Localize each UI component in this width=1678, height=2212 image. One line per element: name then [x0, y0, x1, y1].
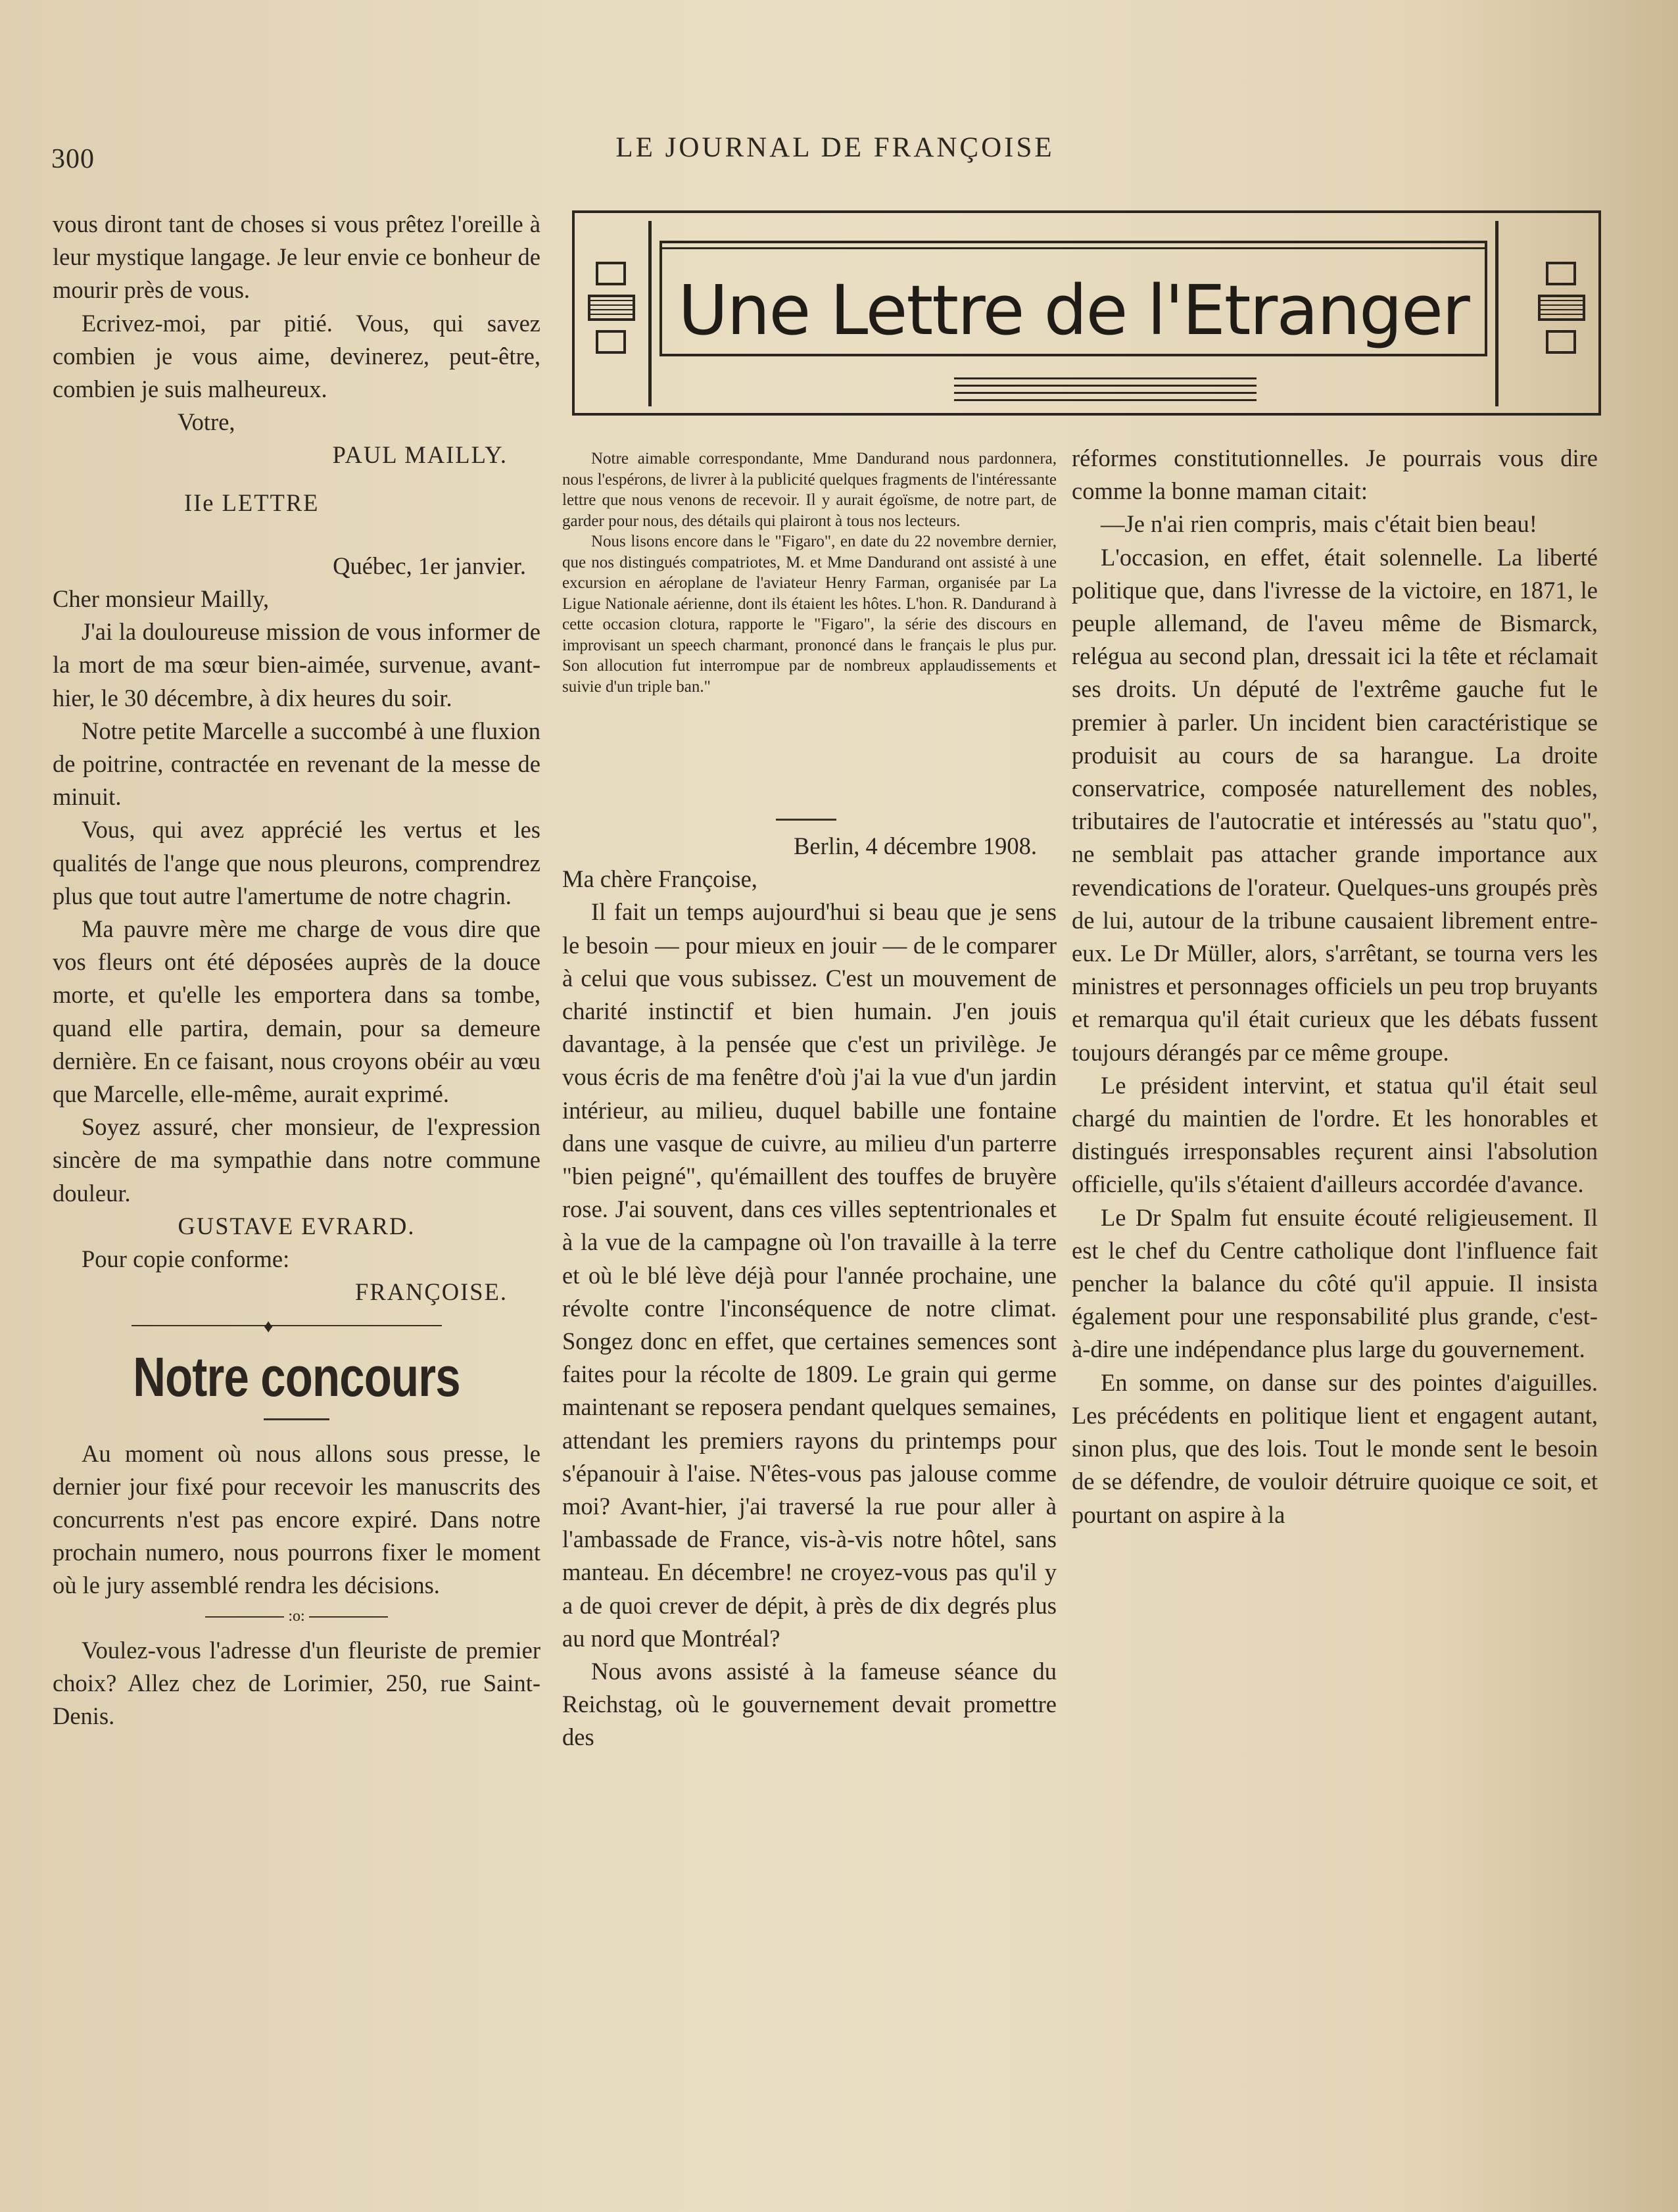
section-title: Notre concours	[133, 1345, 460, 1408]
paragraph: En somme, on danse sur des pointes d'aiguilles. Les précédents en politique lient et engagent autant, sinon plus, que des lois. Tout le monde sent le besoin de se défendre, de vouloir détruire quoique ce soit, et pourtant on aspire à la	[1072, 1368, 1598, 1528]
article-title: Une Lettre de l'Etranger	[678, 270, 1469, 350]
separator: :o:	[53, 1605, 540, 1627]
paragraph: —Je n'ai rien compris, mais c'était bien beau!	[1101, 510, 1537, 538]
signature: PAUL MAILLY.	[332, 441, 508, 469]
paragraph: vous diront tant de choses si vous prêtez l'oreille à leur mystique langage. Je leur envie ce bonheur de mourir près de vous.	[53, 210, 540, 304]
column-1	[53, 208, 540, 1733]
paragraph: Au moment où nous allons sous presse, le dernier jour fixé pour recevoir les manuscrits des concurrents n'est pas encore expiré. Dans notre prochain numero, nous pourrons fixer le moment où le jury assemblé rendra les décisions.	[53, 1439, 540, 1599]
signature: GUSTAVE EVRARD.	[178, 1212, 416, 1239]
paragraph: L'occasion, en effet, était solennelle. La liberté politique que, dans l'ivresse de la victoire, en 1871, le peuple allemand, de l'aveu même de Bismarck, relégua au second plan, dressait ici la tête et réclamait ses droits. Un député de l'extrême gauche fut le premier à parler. Un incident bien caractéristique se produisit au cours de sa harangue. La droite conservatrice, composée naturellement des nobles, tributaires de l'autocratie et intéressés au "statu quo", ne semblait pas attacher grande importance aux revendications de l'orateur. Quelques-uns groupés près de lui, autour de la tribune causaient librement entre-eux. Le Dr Müller, alors, s'arrêtant, se tourna vers les ministres et personnages officiels un peu trop bruyants et remarqua qu'il était curieux que les débats fussent toujours dérangés par ce même groupe.	[1072, 543, 1598, 1066]
ornament-icon	[1538, 262, 1585, 367]
paragraph: J'ai la douloureuse mission de vous informer de la mort de ma sœur bien-aimée, survenue, avant-hier, le 30 décembre, à dix heures du soir.	[53, 618, 540, 711]
paragraph: Vous, qui avez apprécié les vertus et les qualités de l'ange que nous pleurons, comprendrez plus que tout autre l'amertume de notre chagrin.	[53, 816, 540, 909]
intro-paragraph: Notre aimable correspondante, Mme Dandurand nous pardonnera, nous l'espérons, de livrer à la publicité quelques fragments de l'intéressante lettre que nous venons de recevoir. Il y aurait égoïsme, de notre part, de garder pour nous, des détails qui plairont à tous nos lecteurs.	[562, 450, 1057, 530]
closing: Votre,	[178, 408, 235, 436]
ornament-icon	[588, 262, 635, 367]
place-date: Québec, 1er janvier.	[333, 552, 526, 579]
copy-label: Pour copie conforme:	[82, 1245, 290, 1273]
place-date: Berlin, 4 décembre 1908.	[794, 832, 1037, 859]
article-intro	[562, 448, 1057, 697]
divider	[264, 1418, 329, 1420]
journal-title: LE JOURNAL DE FRANÇOISE	[615, 132, 1055, 163]
paragraph: réformes constitutionnelles. Je pourrais vous dire comme la bonne maman citait:	[1072, 445, 1598, 505]
page-number: 300	[51, 144, 95, 174]
title-ornament	[572, 210, 1601, 416]
paragraph: Voulez-vous l'adresse d'un fleuriste de premier choix? Allez chez de Lorimier, 250, rue Saint-Denis.	[53, 1636, 540, 1729]
paragraph: Soyez assuré, cher monsieur, de l'expression sincère de ma sympathie dans notre commune douleur.	[53, 1113, 540, 1207]
column-2	[562, 830, 1057, 1754]
paragraph: Ma pauvre mère me charge de vous dire que vos fleurs ont été déposées auprès de la douce morte, et qu'elle les emportera dans sa tombe, quand elle partira, demain, pour sa demeure dernière. En ce faisant, nous croyons obéir au vœu que Marcelle, elle-même, aurait exprimé.	[53, 915, 540, 1108]
column-3	[1072, 442, 1598, 1531]
paragraph: Nous avons assisté à la fameuse séance du Reichstag, où le gouvernement devait promettre des	[562, 1658, 1057, 1751]
ornament-lines	[954, 377, 1257, 417]
salutation: Ma chère Françoise,	[562, 865, 757, 893]
salutation: Cher monsieur Mailly,	[53, 585, 270, 613]
copy-signature: FRANÇOISE.	[355, 1278, 508, 1306]
divider	[776, 819, 836, 821]
paragraph: Notre petite Marcelle a succombé à une fluxion de poitrine, contractée en revenant de la messe de minuit.	[53, 717, 540, 811]
intro-paragraph: Nous lisons encore dans le "Figaro", en date du 22 novembre dernier, que nos distingués compatriotes, M. et Mme Dandurand ont assisté à une excursion en aéroplane de l'aviateur Henry Farman, organisée par La Ligue Nationale aérienne, dont ils étaient les hôtes. L'hon. R. Dandurand à cette occasion clotura, rapporte le "Figaro", la série des discours en improvisant un speech charmant, prononcé dans le français le plus pur. Son allocution fut interrompue par de nombreux applaudissements et suivie d'un triple ban."	[562, 533, 1057, 696]
paragraph: Le Dr Spalm fut ensuite écouté religieusement. Il est le chef du Centre catholique dont l'influence fait pencher la balance du côté qu'il appuie. Il insista également pour une responsabilité plus grande, c'est-à-dire une indépendance plus large du gouvernement.	[1072, 1203, 1598, 1363]
paragraph: Ecrivez-moi, par pitié. Vous, qui savez combien je vous aime, devinerez, peut-être, combien je suis malheureux.	[53, 309, 540, 403]
paragraph: Il fait un temps aujourd'hui si beau que je sens le besoin — pour mieux en jouir — de le comparer à celui que vous subissez. C'est un mouvement de charité instinctif et bien humain. J'en jouis davantage, à la pensée que c'est un privilège. Je vous écris de ma fenêtre d'où j'ai la vue d'un jardin intérieur, au milieu, duquel babille une fontaine dans une vasque de cuivre, au milieu d'un parterre "bien peigné", qu'émaillent des touffes de bruyère rose. J'ai souvent, dans ces villes septentrionales et à la vue de la campagne où l'on travaille à la terre et où le blé lève déjà pour l'année prochaine, une révolte contre l'inconséquence de notre climat. Songez donc en effet, que certaines semences sont faites pour la récolte de 1809. Le grain qui germe maintenant se reposera pendant quelques semaines, attendant les premiers rayons du printemps pour s'épanouir à l'aise. N'êtes-vous pas jalouse comme moi? Avant-hier, j'ai traversé la rue pour aller à l'ambassade de France, vis-à-vis notre hôtel, sans manteau. En décembre! ne croyez-vous pas qu'il y a de quoi crever de dépit, à près de dix degrés plus au nord que Montréal?	[562, 898, 1057, 1652]
divider	[53, 1317, 540, 1334]
paragraph: Le président intervint, et statua qu'il était seul chargé du maintien de l'ordre. Et les honorables et distingués irresponsables reçurent ainsi l'absolution officielle, qu'ils s'étaient d'ailleurs accordée d'avance.	[1072, 1071, 1598, 1198]
section-heading: IIe LETTRE	[184, 489, 320, 516]
